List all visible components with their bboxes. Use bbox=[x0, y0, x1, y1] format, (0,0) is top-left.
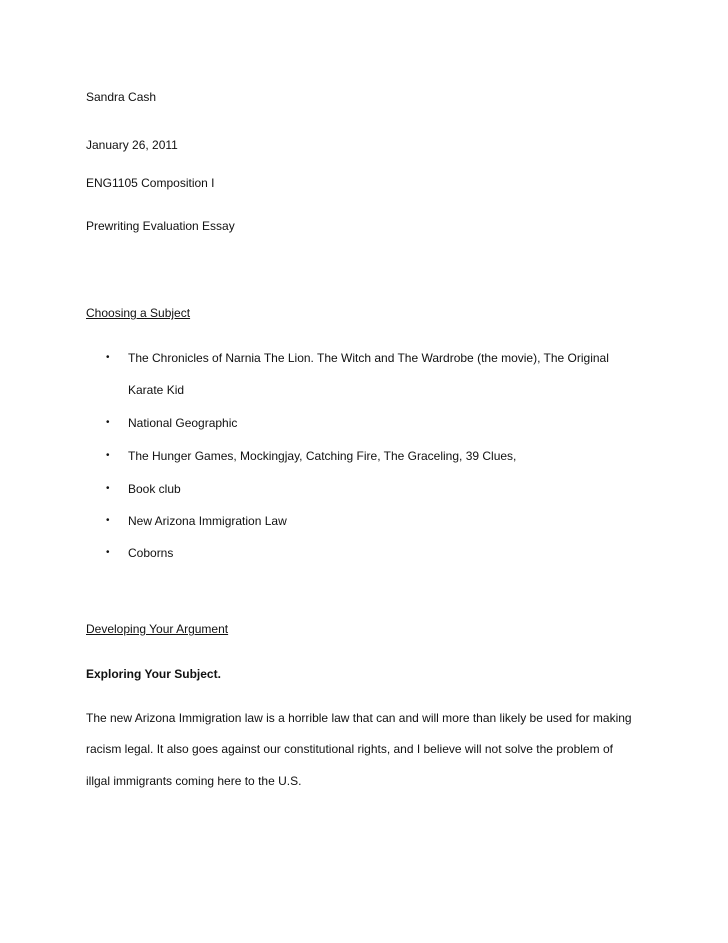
list-item-text: New Arizona Immigration Law bbox=[128, 514, 287, 528]
paragraph-line: racism legal. It also goes against our constitutional rights, and I believe will not solve the problem of bbox=[86, 742, 613, 756]
list-item-text: The Chronicles of Narnia The Lion. The Witch and The Wardrobe (the movie), The Original bbox=[128, 351, 609, 365]
list-item-text: National Geographic bbox=[128, 416, 238, 430]
bullet-icon: • bbox=[106, 547, 110, 558]
author-name: Sandra Cash bbox=[86, 90, 157, 104]
assignment-title: Prewriting Evaluation Essay bbox=[86, 219, 235, 233]
section-heading-developing-argument: Developing Your Argument bbox=[86, 622, 229, 636]
list-item-text: Coborns bbox=[128, 546, 174, 560]
bullet-icon: • bbox=[106, 352, 110, 363]
paragraph-line: illgal immigrants coming here to the U.S. bbox=[86, 774, 302, 788]
list-item-text: Book club bbox=[128, 482, 181, 496]
section-heading-choosing-subject: Choosing a Subject bbox=[86, 306, 191, 320]
course-title: ENG1105 Composition I bbox=[86, 176, 215, 190]
subheading-exploring-subject: Exploring Your Subject. bbox=[86, 667, 221, 681]
bullet-icon: • bbox=[106, 450, 110, 461]
paragraph-line: The new Arizona Immigration law is a horrible law that can and will more than likely be used for making bbox=[86, 711, 632, 725]
bullet-icon: • bbox=[106, 483, 110, 494]
bullet-icon: • bbox=[106, 515, 110, 526]
list-item-text-continued: Karate Kid bbox=[128, 383, 185, 397]
list-item-text: The Hunger Games, Mockingjay, Catching Fire, The Graceling, 39 Clues, bbox=[128, 449, 517, 463]
bullet-icon: • bbox=[106, 417, 110, 428]
date: January 26, 2011 bbox=[86, 138, 178, 152]
